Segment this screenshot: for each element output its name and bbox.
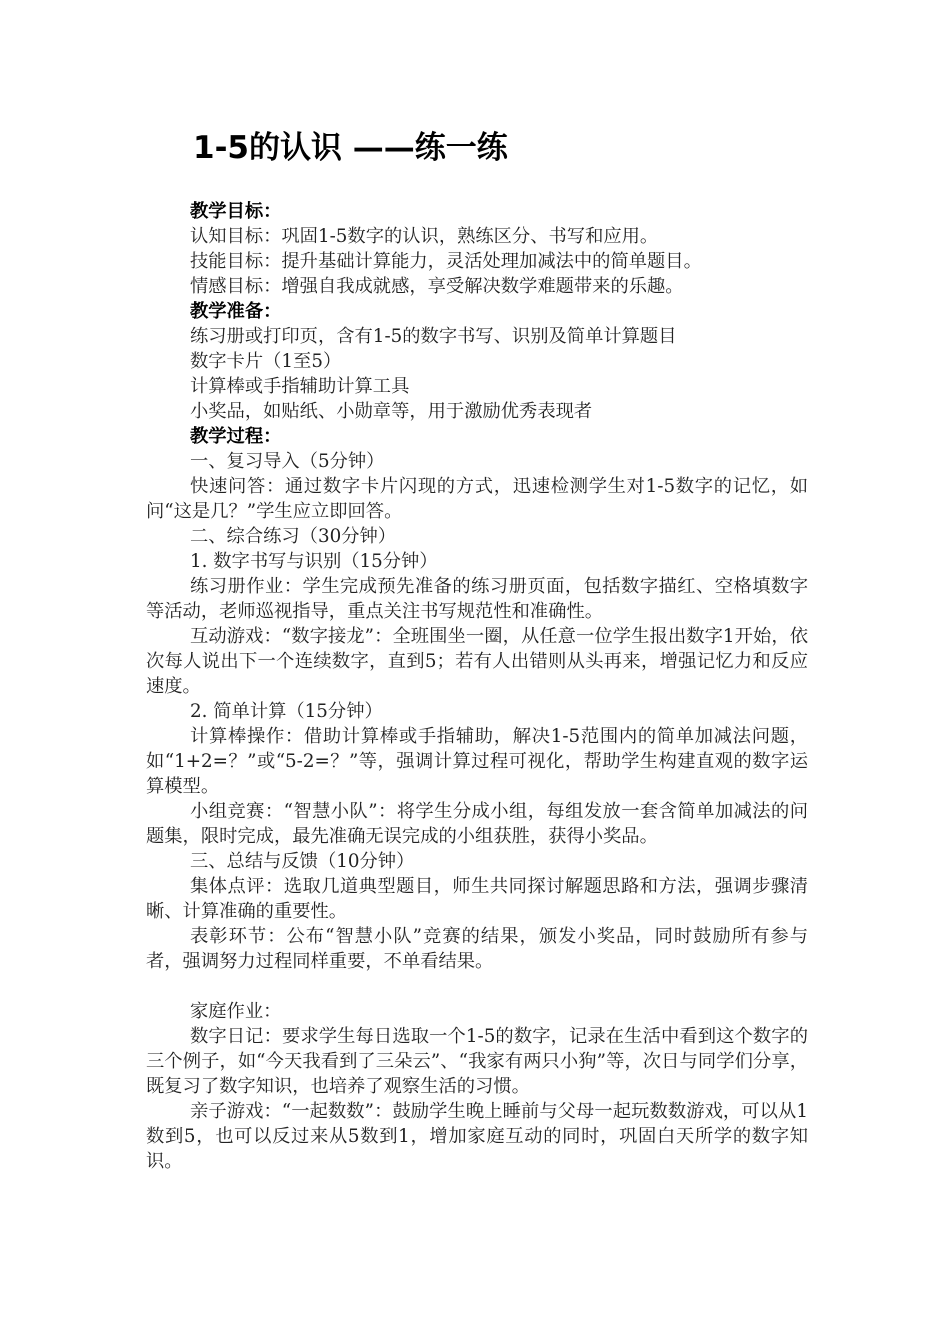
document-body (146, 199, 808, 1174)
prep-item: 小奖品，如贴纸、小勋章等，用于激励优秀表现者 (190, 401, 593, 422)
step3-text-b: 表彰环节：公布“智慧小队”竞赛的结果，颁发小奖品，同时鼓励所有参与者，强调努力过程同样重要，不单看结果。 (146, 926, 808, 972)
prep-item: 数字卡片（1至5） (190, 351, 342, 372)
process-heading: 教学过程： (190, 426, 282, 447)
homework-item: 亲子游戏：“一起数数”：鼓励学生晚上睡前与父母一起玩数数游戏，可以从1数到5，也可以反过来从5数到1，增加家庭互动的同时，巩固白天所学的数字知识。 (146, 1101, 808, 1172)
prep-item: 练习册或打印页，含有1-5的数字书写、识别及简单计算题目 (190, 326, 677, 347)
step1-title: 一、复习导入（5分钟） (190, 451, 385, 472)
prep-heading: 教学准备： (190, 301, 282, 322)
spacer (146, 974, 808, 999)
step3-title: 三、总结与反馈（10分钟） (190, 851, 415, 872)
step2-2-text-a: 计算棒操作：借助计算棒或手指辅助，解决1-5范围内的简单加减法问题，如“1+2=？”或“5-2=？”等，强调计算过程可视化，帮助学生构建直观的数字运算模型。 (146, 726, 808, 797)
step2-2-text-b: 小组竞赛：“智慧小队”：将学生分成小组，每组发放一套含简单加减法的问题集，限时完成，最先准确无误完成的小组获胜，获得小奖品。 (146, 801, 808, 847)
goal-emotion: 情感目标：增强自我成就感，享受解决数学难题带来的乐趣。 (190, 276, 684, 297)
step3-text-a: 集体点评：选取几道典型题目，师生共同探讨解题思路和方法，强调步骤清晰、计算准确的重要性。 (146, 876, 808, 922)
goal-cognitive: 认知目标：巩固1-5数字的认识，熟练区分、书写和应用。 (190, 226, 659, 247)
step2-1-title: 1. 数字书写与识别（15分钟） (190, 551, 438, 572)
step2-1-text-a: 练习册作业：学生完成预先准备的练习册页面，包括数字描红、空格填数字等活动，老师巡视指导，重点关注书写规范性和准确性。 (146, 576, 808, 622)
homework-item: 数字日记：要求学生每日选取一个1-5的数字，记录在生活中看到这个数字的三个例子，如“今天我看到了三朵云”、“我家有两只小狗”等，次日与同学们分享，既复习了数字知识，也培养了观察生活的习惯。 (146, 1026, 808, 1097)
homework-heading: 家庭作业： (190, 1001, 282, 1022)
goal-skill: 技能目标：提升基础计算能力，灵活处理加减法中的简单题目。 (190, 251, 702, 272)
prep-item: 计算棒或手指辅助计算工具 (190, 376, 410, 397)
step2-1-text-b: 互动游戏：“数字接龙”：全班围坐一圈，从任意一位学生报出数字1开始，依次每人说出下一个连续数字，直到5；若有人出错则从头再来，增强记忆力和反应速度。 (146, 626, 808, 697)
goals-heading: 教学目标： (190, 201, 282, 222)
step2-title: 二、综合练习（30分钟） (190, 526, 397, 547)
step1-text: 快速问答：通过数字卡片闪现的方式，迅速检测学生对1-5数字的记忆，如问“这是几？”学生应立即回答。 (146, 476, 808, 522)
step2-2-title: 2. 简单计算（15分钟） (190, 701, 383, 722)
page-title: 1-5的认识 ——练一练 (193, 130, 508, 166)
